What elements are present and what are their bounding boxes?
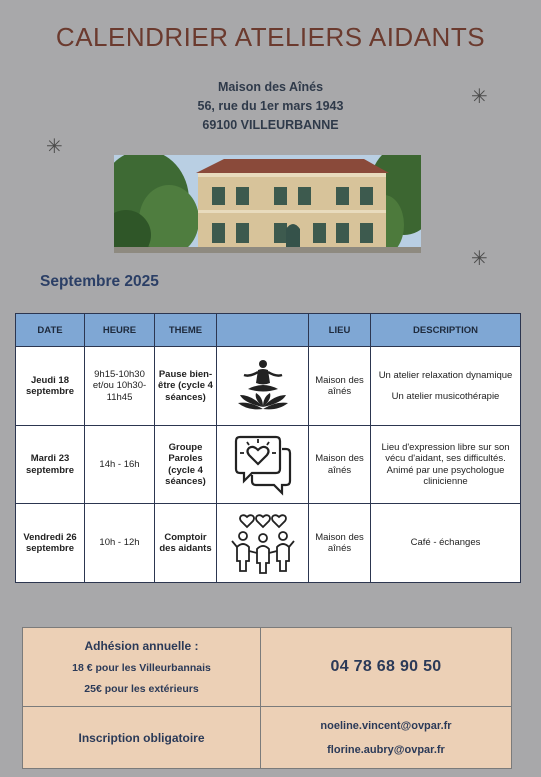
people-hearts-icon (228, 511, 298, 575)
cell-date: Jeudi 18 septembre (16, 347, 85, 426)
col-header-heure: HEURE (85, 314, 155, 347)
table-row (16, 504, 521, 583)
cell-description (371, 426, 521, 504)
cell-heure: 14h - 16h (85, 426, 155, 504)
phone-number: 04 78 68 90 50 (330, 658, 442, 675)
inscription-cell (23, 707, 261, 769)
cell-heure: 10h - 12h (85, 504, 155, 583)
sparkle-icon: ✳ (471, 84, 488, 108)
inscription-text: Inscription obligatoire (78, 730, 205, 745)
address-line-1: Maison des Aînés (217, 80, 324, 94)
address-line-2: 56, rue du 1er mars 1943 (197, 99, 344, 113)
description-line: Un atelier musicothérapie (391, 391, 500, 402)
sparkle-icon: ✳ (471, 246, 488, 270)
meditation-lotus-icon (232, 357, 294, 415)
cell-icon (217, 347, 309, 426)
col-header-description: DESCRIPTION (371, 314, 521, 347)
col-header-date: DATE (16, 314, 85, 347)
building-photo (114, 155, 421, 253)
schedule-table (15, 313, 521, 583)
month-heading: Septembre 2025 (40, 273, 159, 290)
cell-theme: Comptoir des aidants (155, 504, 217, 583)
col-header-theme: THEME (155, 314, 217, 347)
cell-date: Mardi 23 septembre (16, 426, 85, 504)
description-line: Lieu d'expression libre sur son vécu d'aidant, ses difficultés. Animé par une psychologue clinicienne (381, 441, 510, 487)
description-line: Un atelier relaxation dynamique (378, 369, 513, 381)
adhesion-price-local: 18 € pour les Villeurbannais (72, 662, 211, 674)
col-header-icon (217, 314, 309, 347)
cell-heure: 9h15-10h30 et/ou 10h30-11h45 (85, 347, 155, 426)
email-link[interactable]: florine.aubry@ovpar.fr (327, 743, 445, 756)
cell-theme: Pause bien-être (cycle 4 séances) (155, 347, 217, 426)
address-line-3: 69100 VILLEURBANNE (202, 118, 339, 132)
cell-lieu: Maison des aînés (309, 426, 371, 504)
adhesion-price-external: 25€ pour les extérieurs (84, 683, 199, 695)
table-row (16, 426, 521, 504)
cell-lieu: Maison des aînés (309, 347, 371, 426)
email-cell (261, 707, 512, 769)
cell-theme: Groupe Paroles (cycle 4 séances) (155, 426, 217, 504)
page-title: CALENDRIER ATELIERS AIDANTS (55, 22, 486, 52)
description-line: Café - échanges (410, 537, 481, 549)
phone-cell (261, 628, 512, 707)
cell-lieu: Maison des aînés (309, 504, 371, 583)
adhesion-cell (23, 628, 261, 707)
speech-bubbles-heart-icon (230, 433, 296, 497)
adhesion-title: Adhésion annuelle : (84, 639, 199, 653)
sparkle-icon: ✳ (46, 134, 63, 158)
cell-description (371, 347, 521, 426)
cell-date: Vendredi 26 septembre (16, 504, 85, 583)
info-box (22, 627, 512, 769)
cell-description (371, 504, 521, 583)
email-link[interactable]: noeline.vincent@ovpar.fr (320, 719, 452, 732)
table-row (16, 347, 521, 426)
col-header-lieu: LIEU (309, 314, 371, 347)
address-block (0, 78, 541, 135)
cell-icon (217, 426, 309, 504)
cell-icon (217, 504, 309, 583)
table-header-row (16, 314, 521, 347)
